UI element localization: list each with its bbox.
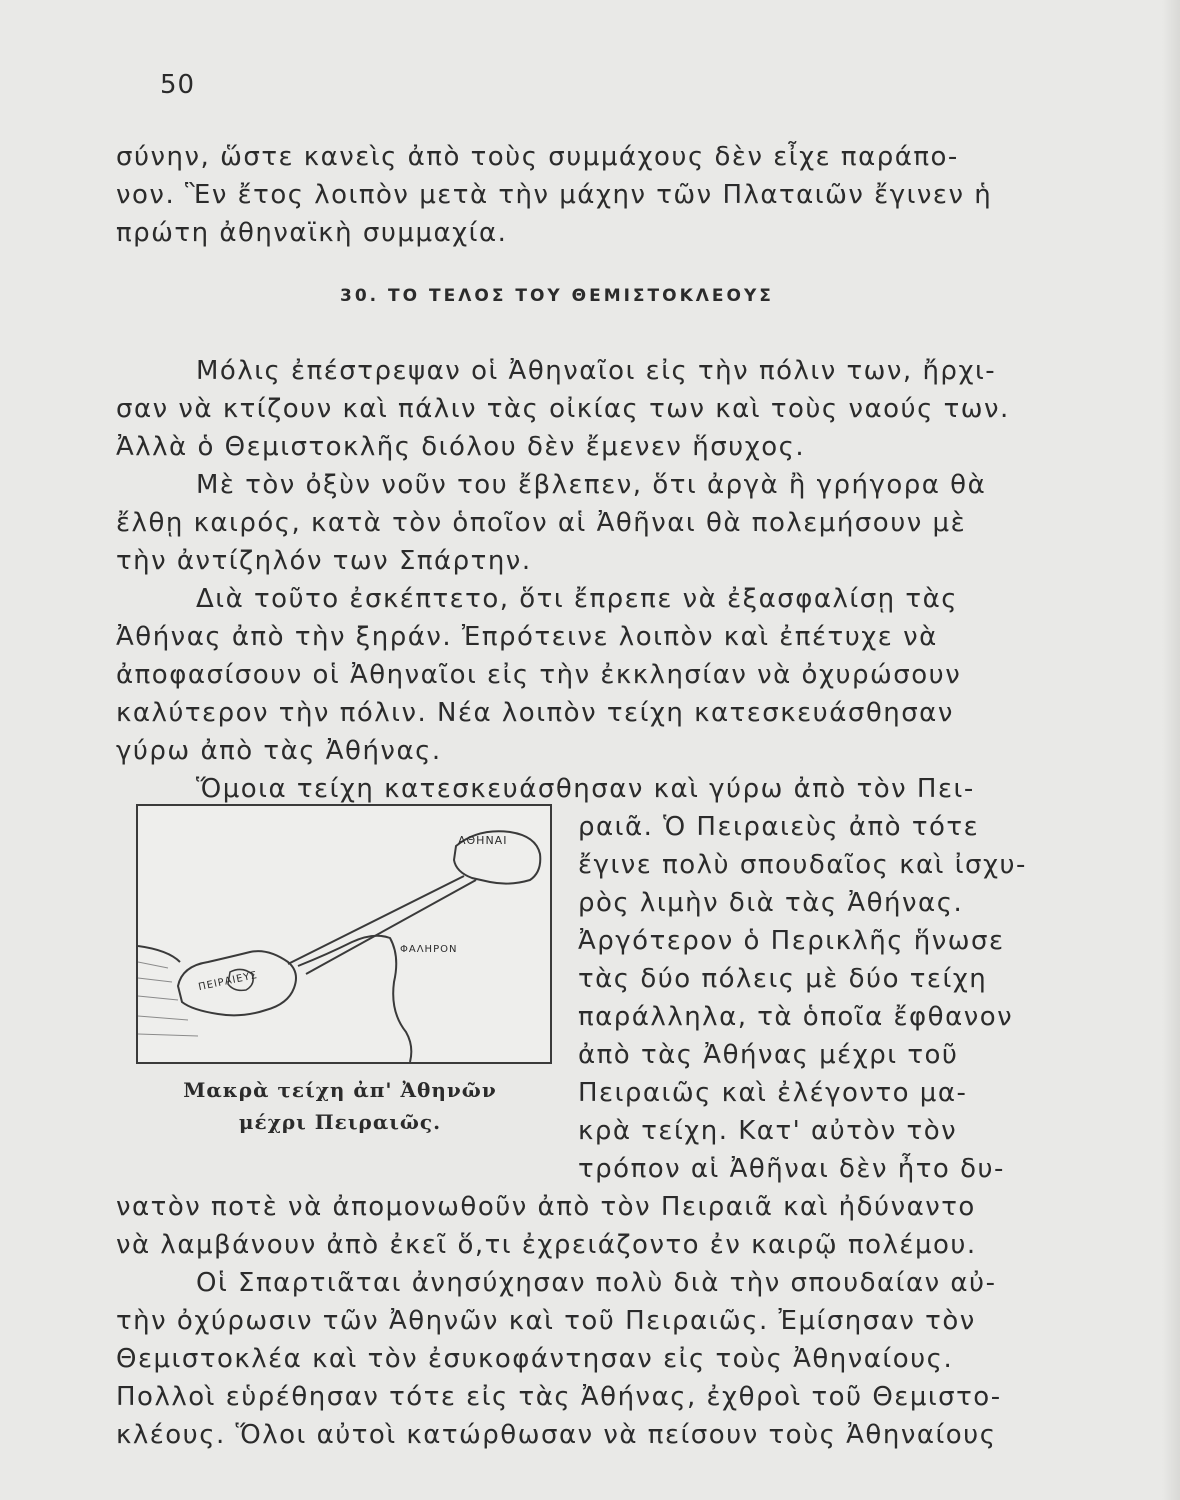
closing-line: Οἱ Σπαρτιᾶται ἀνησύχησαν πολὺ διὰ τὴν σπουδαίαν αὐ- [196, 1268, 997, 1298]
side-line: ἀπὸ τὰς Ἀθήνας μέχρι τοῦ [578, 1040, 959, 1070]
body-line: ἀποφασίσουν οἱ Ἀθηναῖοι εἰς τὴν ἐκκλησίαν νὰ ὀχυρώσουν [116, 660, 962, 690]
body-line: καλύτερον τὴν πόλιν. Νέα λοιπὸν τείχη κατεσκευάσθησαν [116, 698, 954, 728]
map-label-phaleron: ΦΑΛΗΡΟΝ [400, 944, 458, 955]
side-line: παράλληλα, τὰ ὁποῖα ἔφθανον [578, 1002, 1014, 1032]
map-caption-line2: μέχρι Πειραιῶς. [238, 1110, 442, 1134]
closing-line: νατὸν ποτὲ νὰ ἀπομονωθοῦν ἀπὸ τὸν Πειραιᾶ καὶ ἠδύναντο [116, 1192, 976, 1222]
body-line: Διὰ τοῦτο ἐσκέπτετο, ὅτι ἔπρεπε νὰ ἐξασφαλίσῃ τὰς [196, 584, 958, 614]
map-label-athens: ΑΘΗΝΑΙ [458, 834, 508, 847]
side-line: κρὰ τείχη. Κατ' αὐτὸν τὸν [578, 1116, 958, 1146]
side-line: Πειραιῶς καὶ ἐλέγοντο μα- [578, 1078, 968, 1108]
map-label-piraeus: ΠΕΙΡΑΙΕΥΣ [197, 969, 259, 994]
body-line: Ἀλλὰ ὁ Θεμιστοκλῆς διόλου δὲν ἔμενεν ἥσυχος. [116, 432, 806, 462]
side-line: ραιᾶ. Ὁ Πειραιεὺς ἀπὸ τότε [578, 812, 980, 842]
sea-hatching [138, 962, 198, 1036]
closing-line: νὰ λαμβάνουν ἀπὸ ἐκεῖ ὅ,τι ἐχρειάζοντο ἐν καιρῷ πολέμου. [116, 1230, 977, 1260]
intro-line: πρώτη ἀθηναϊκὴ συμμαχία. [116, 218, 508, 248]
side-line: τρόπον αἱ Ἀθῆναι δὲν ἦτο δυ- [578, 1154, 1005, 1184]
body-line: Μὲ τὸν ὀξὺν νοῦν του ἔβλεπεν, ὅτι ἀργὰ ἢ γρήγορα θὰ [196, 470, 987, 500]
side-line: Ἀργότερον ὁ Περικλῆς ἥνωσε [578, 926, 1005, 956]
closing-line: κλέους. Ὅλοι αὐτοὶ κατώρθωσαν νὰ πείσουν τοὺς Ἀθηναίους [116, 1420, 997, 1450]
long-wall-south [306, 880, 476, 974]
side-line: ἔγινε πολὺ σπουδαῖος καὶ ἰσχυ- [578, 850, 1027, 880]
section-heading: 30. ΤΟ ΤΕΛΟΣ ΤΟΥ ΘΕΜΙΣΤΟΚΛΕΟΥΣ [340, 286, 774, 306]
body-line: τὴν ἀντίζηλόν των Σπάρτην. [116, 546, 532, 576]
body-line: Μόλις ἐπέστρεψαν οἱ Ἀθηναῖοι εἰς τὴν πόλιν των, ἤρχι- [196, 356, 997, 386]
body-line: γύρω ἀπὸ τὰς Ἀθήνας. [116, 736, 442, 766]
page-edge-shadow [1162, 0, 1180, 1500]
body-line: σαν νὰ κτίζουν καὶ πάλιν τὰς οἰκίας των καὶ τοὺς ναούς των. [116, 394, 1010, 424]
intro-line: νον. Ἓν ἔτος λοιπὸν μετὰ τὴν μάχην τῶν Πλαταιῶν ἔγινεν ἡ [116, 180, 993, 210]
map-caption-line1: Μακρὰ τείχη ἀπ' Ἀθηνῶν [183, 1078, 497, 1102]
long-walls-map [136, 804, 552, 1064]
body-line: Ὅμοια τείχη κατεσκευάσθησαν καὶ γύρω ἀπὸ τὸν Πει- [196, 774, 975, 804]
body-line: ἔλθῃ καιρός, κατὰ τὸν ὁποῖον αἱ Ἀθῆναι θὰ πολεμήσουν μὲ [116, 508, 967, 538]
closing-line: Πολλοὶ εὑρέθησαν τότε εἰς τὰς Ἀθήνας, ἐχθροὶ τοῦ Θεμιστο- [116, 1382, 1002, 1412]
side-line: τὰς δύο πόλεις μὲ δύο τείχη [578, 964, 988, 994]
page-number: 50 [160, 70, 196, 100]
side-line: ρὸς λιμὴν διὰ τὰς Ἀθήνας. [578, 888, 964, 918]
closing-line: τὴν ὀχύρωσιν τῶν Ἀθηνῶν καὶ τοῦ Πειραιῶς. Ἐμίσησαν τὸν [116, 1306, 976, 1336]
intro-line: σύνην, ὥστε κανεὶς ἀπὸ τοὺς συμμάχους δὲν εἶχε παράπο- [116, 142, 959, 172]
body-line: Ἀθήνας ἀπὸ τὴν ξηράν. Ἐπρότεινε λοιπὸν καὶ ἐπέτυχε νὰ [116, 622, 938, 652]
closing-line: Θεμιστοκλέα καὶ τὸν ἐσυκοφάντησαν εἰς τοὺς Ἀθηναίους. [116, 1344, 954, 1374]
